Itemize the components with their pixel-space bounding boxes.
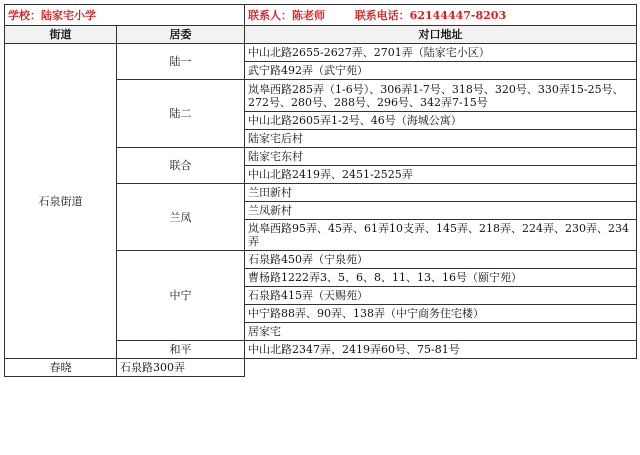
school-label: 学校：陆家宅小学 — [5, 5, 245, 26]
street-cell: 石泉街道 — [5, 44, 117, 359]
address-cell: 武宁路492弄（武宁苑） — [245, 62, 637, 80]
committee-cell: 春晓 — [5, 359, 117, 377]
address-cell: 岚皋西路285弄（1-6号）、306弄1-7号、318号、320号、330弄15-25号、272号、280号、288号、296号、342弄7-15号 — [245, 80, 637, 112]
address-cell: 中山北路2347弄、2419弄60号、75-81号 — [245, 341, 637, 359]
address-cell: 陆家宅后村 — [245, 130, 637, 148]
address-cell: 兰田新村 — [245, 184, 637, 202]
address-cell: 石泉路415弄（天赐苑） — [245, 287, 637, 305]
committee-cell: 和平 — [117, 341, 245, 359]
committee-cell: 联合 — [117, 148, 245, 184]
committee-cell: 中宁 — [117, 251, 245, 341]
committee-cell: 陆一 — [117, 44, 245, 80]
address-cell: 岚皋西路95弄、45弄、61弄10支弄、145弄、218弄、224弄、230弄、234弄 — [245, 220, 637, 251]
address-cell: 石泉路300弄 — [117, 359, 245, 377]
address-cell: 中山北路2419弄、2451-2525弄 — [245, 166, 637, 184]
address-cell: 曹杨路1222弄3、5、6、8、11、13、16号（颐宁苑） — [245, 269, 637, 287]
contact-info — [245, 5, 637, 26]
address-cell: 石泉路450弄（宁泉苑） — [245, 251, 637, 269]
address-cell: 兰凤新村 — [245, 202, 637, 220]
school-district-table — [4, 4, 637, 377]
column-header-street: 街道 — [5, 26, 117, 44]
column-header-address: 对口地址 — [245, 26, 637, 44]
committee-cell: 兰凤 — [117, 184, 245, 251]
contact-phone: 联系电话：62144447-8203 — [354, 8, 507, 22]
committee-cell: 陆二 — [117, 80, 245, 148]
column-header-committee: 居委 — [117, 26, 245, 44]
address-cell: 中山北路2605弄1-2号、46号（海城公寓） — [245, 112, 637, 130]
address-cell: 中宁路88弄、90弄、138弄（中宁商务住宅楼） — [245, 305, 637, 323]
address-cell: 中山北路2655-2627弄、2701弄（陆家宅小区） — [245, 44, 637, 62]
address-cell: 陆家宅东村 — [245, 148, 637, 166]
contact-person: 联系人：陈老师 — [248, 8, 325, 22]
address-cell: 居家宅 — [245, 323, 637, 341]
